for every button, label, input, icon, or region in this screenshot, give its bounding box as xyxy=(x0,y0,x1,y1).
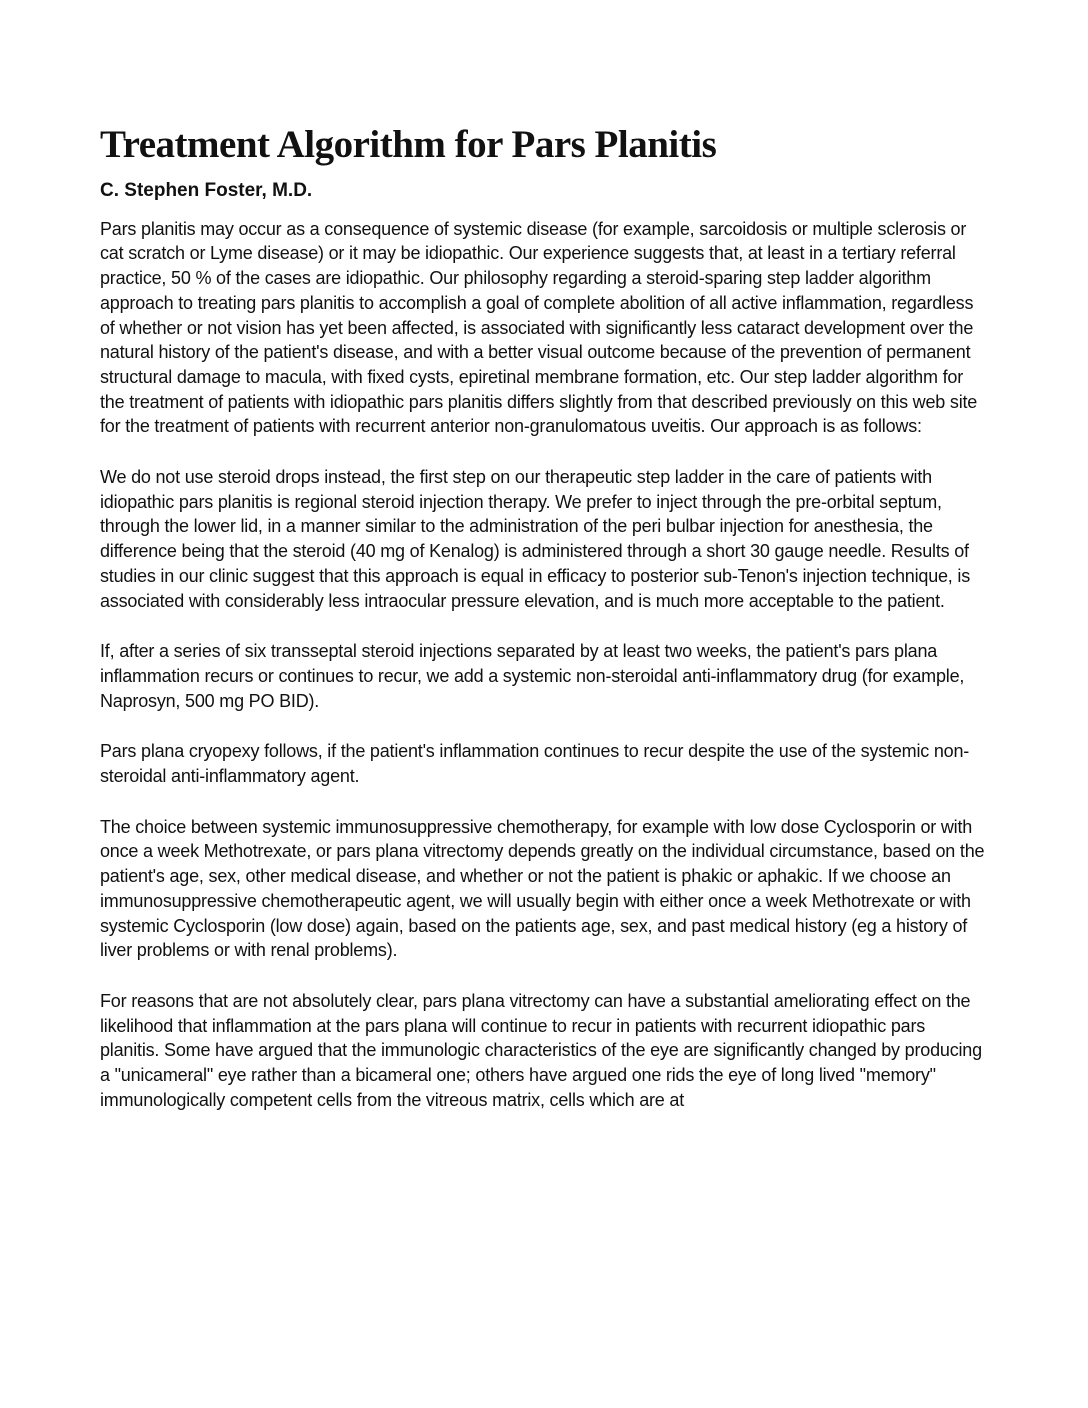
author-byline: C. Stephen Foster, M.D. xyxy=(100,179,313,201)
paragraph-chemotherapy-choice: The choice between systemic immunosuppressive chemotherapy, for example with low dose Cyclosporin or with once a week Methotrexate, or pars plana vitrectomy depends greatly on the individual circumstance, based on the patient's age, sex, other medical disease, and whether or not the patient is phakic or aphakic. If we choose an immunosuppressive chemotherapeutic agent, we will usually begin with either once a week Methotrexate or with systemic Cyclosporin (low dose) again, based on the patients age, sex, and past medical history (eg a history of liver problems or with renal problems). xyxy=(100,816,985,961)
document-content xyxy=(100,124,988,1138)
paragraph-vitrectomy: For reasons that are not absolutely clear, pars plana vitrectomy can have a substantial ameliorating effect on the likelihood that inflammation at the pars plana will continue to recur in patients with recurrent idiopathic pars planitis. Some have argued that the immunologic characteristics of the eye are significantly changed by producing a "unicameral" eye rather than a bicameral one; others have argued one rids the eye of long lived "memory" immunologically competent cells from the vitreous matrix, cells which are at xyxy=(100,990,982,1110)
paragraph-intro: Pars planitis may occur as a consequence of systemic disease (for example, sarcoidosis or multiple sclerosis or cat scratch or Lyme disease) or it may be idiopathic. Our experience suggests that, at least in a tertiary referral practice, 50 % of the cases are idiopathic. Our philosophy regarding a steroid-sparing step ladder algorithm approach to treating pars planitis to accomplish a goal of complete abolition of all active inflammation, regardless of whether or not vision has yet been affected, is associated with significantly less cataract development over the natural history of the patient's disease, and with a better visual outcome because of the prevention of permanent structural damage to macula, with fixed cysts, epiretinal membrane formation, etc. Our step ladder algorithm for the treatment of patients with idiopathic pars planitis differs slightly from that described previously on this web site for the treatment of patients with recurrent anterior non-granulomatous uveitis. Our approach is as follows: xyxy=(100,218,978,437)
paragraph-steroid-injection: We do not use steroid drops instead, the first step on our therapeutic step ladder in the care of patients with idiopathic pars planitis is regional steroid injection therapy. We prefer to inject through the pre-orbital septum, through the lower lid, in a manner similar to the administration of the peri bulbar injection for anesthesia, the difference being that the steroid (40 mg of Kenalog) is administered through a short 30 gauge needle. Results of studies in our clinic suggest that this approach is equal in efficacy to posterior sub-Tenon's injection technique, is associated with considerably less intraocular pressure elevation, and is much more acceptable to the patient. xyxy=(100,467,971,611)
paragraph-nsaid: If, after a series of six transseptal steroid injections separated by at least two weeks, the patient's pars plana inflammation recurs or continues to recur, we add a systemic non-steroidal anti-inflammatory drug (for example, Naprosyn, 500 mg PO BID). xyxy=(100,641,965,711)
paragraph-cryopexy: Pars plana cryopexy follows, if the patient's inflammation continues to recur despite the use of the systemic non-steroidal anti-inflammatory agent. xyxy=(100,741,970,787)
page-title: Treatment Algorithm for Pars Planitis xyxy=(100,123,717,166)
